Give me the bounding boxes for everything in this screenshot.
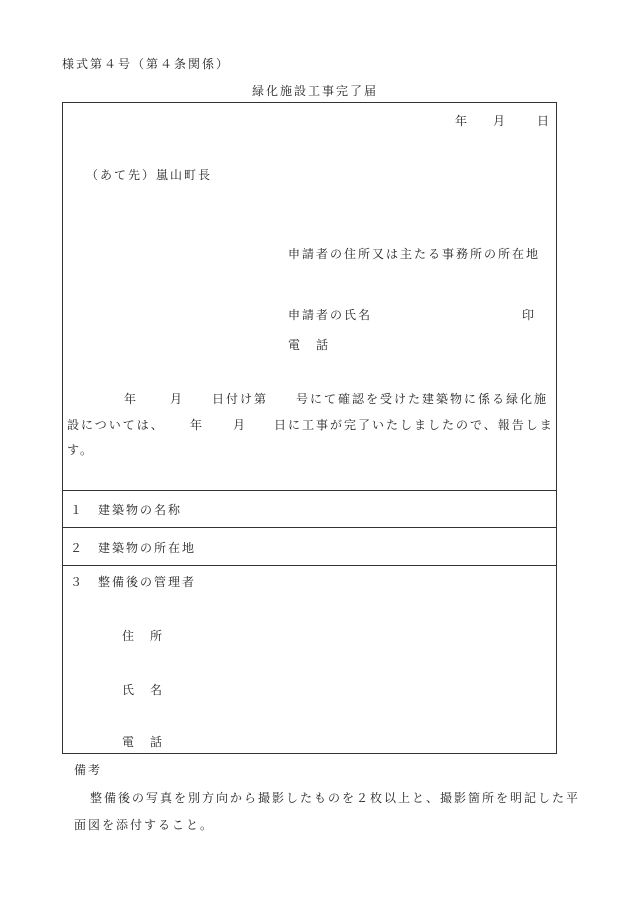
body-line1-month: 月: [170, 392, 185, 406]
body-line2-rest: 日に工事が完了いたしましたので、報告しま: [274, 418, 554, 432]
body-line2-month: 月: [233, 418, 248, 432]
notes-line-1: 整備後の写真を別方向から撮影したものを２枚以上と、撮影箇所を明記した平: [90, 791, 581, 805]
date-month-label: 月: [493, 114, 508, 128]
item-manager: ３ 整備後の管理者: [70, 575, 197, 589]
addressee: （あて先）嵐山町長: [86, 168, 213, 182]
divider-1: [62, 490, 557, 491]
body-line1-year: 年: [124, 392, 139, 406]
manager-address-label: 住 所: [122, 629, 165, 643]
manager-phone-label: 電 話: [122, 735, 165, 749]
item-building-name: １ 建築物の名称: [70, 503, 183, 517]
form-number: 様式第４号（第４条関係）: [62, 57, 231, 71]
body-line-3: す。: [67, 443, 95, 457]
applicant-phone-label: 電 話: [288, 338, 331, 352]
applicant-name-label: 申請者の氏名: [288, 308, 373, 322]
seal-mark: 印: [522, 308, 537, 322]
applicant-address-label: 申請者の住所又は主たる事務所の所在地: [288, 247, 541, 261]
document-title: 緑化施設工事完了届: [251, 84, 378, 98]
divider-2: [62, 527, 557, 528]
date-year-label: 年: [455, 114, 470, 128]
manager-name-label: 氏 名: [122, 683, 165, 697]
divider-3: [62, 565, 557, 566]
date-day-label: 日: [537, 114, 552, 128]
item-building-location: ２ 建築物の所在地: [70, 541, 197, 555]
body-line2-start: 設については、: [67, 418, 165, 432]
body-line1-tail: 号にて確認を受けた建築物に係る緑化施: [296, 392, 549, 406]
body-line1-rest: 日付け第: [212, 392, 269, 406]
notes-line-2: 面図を添付すること。: [74, 818, 215, 832]
notes-heading: 備考: [74, 763, 103, 777]
body-line2-year: 年: [190, 418, 205, 432]
